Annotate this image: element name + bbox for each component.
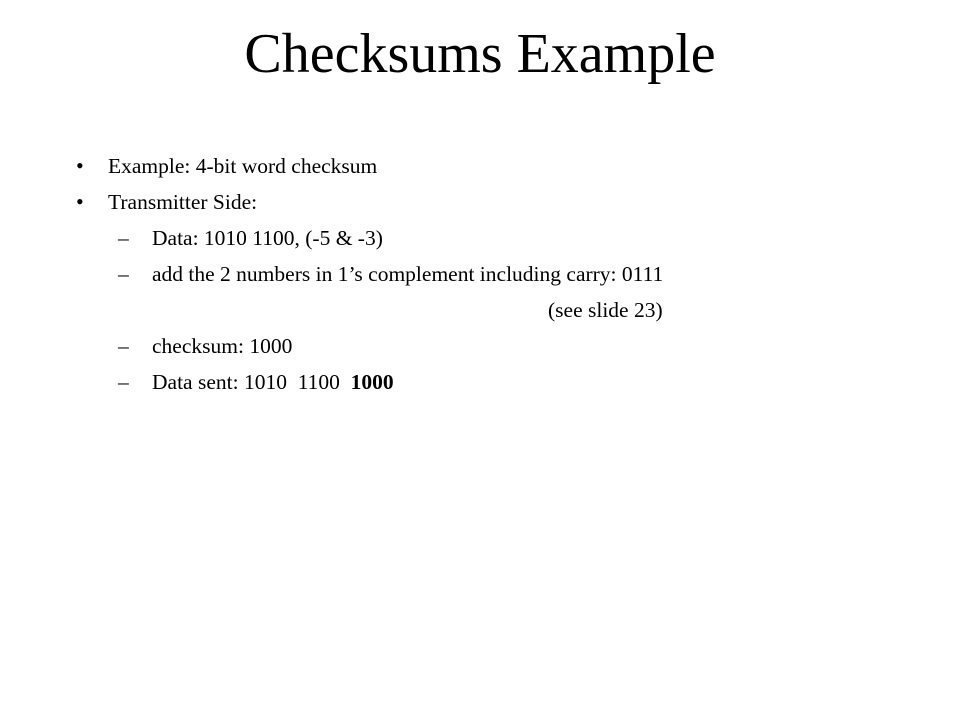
dash-marker: –: [118, 226, 129, 250]
dash-marker: –: [118, 262, 129, 286]
sub-bullet-item: [72, 222, 912, 258]
sub-bullet-text: Data: 1010 1100, (-5 & -3): [152, 226, 383, 250]
dash-marker: –: [118, 334, 129, 358]
slide-body: [72, 150, 912, 402]
data-sent-prefix: Data sent: 1010 1100: [152, 370, 351, 394]
sub-bullet-text: add the 2 numbers in 1’s complement including carry: 0111: [152, 262, 664, 286]
sub-bullet-continuation: [72, 294, 912, 330]
continuation-text: (see slide 23): [548, 298, 663, 322]
sub-bullet-item: [72, 330, 912, 366]
bullet-text: Transmitter Side:: [108, 190, 258, 214]
dash-marker: –: [118, 370, 129, 394]
slide-title: Checksums Example: [244, 23, 716, 85]
sub-bullet-item: [72, 366, 912, 402]
bullet-item: [72, 150, 912, 186]
bullet-text: Example: 4-bit word checksum: [108, 154, 378, 178]
bullet-marker: •: [76, 153, 84, 178]
checksum-bold-value: 1000: [350, 370, 394, 394]
bullet-item: [72, 186, 912, 222]
sub-bullet-text: checksum: 1000: [152, 334, 293, 358]
sub-bullet-text: [152, 366, 394, 398]
sub-bullet-item: [72, 258, 912, 294]
bullet-marker: •: [76, 189, 84, 214]
